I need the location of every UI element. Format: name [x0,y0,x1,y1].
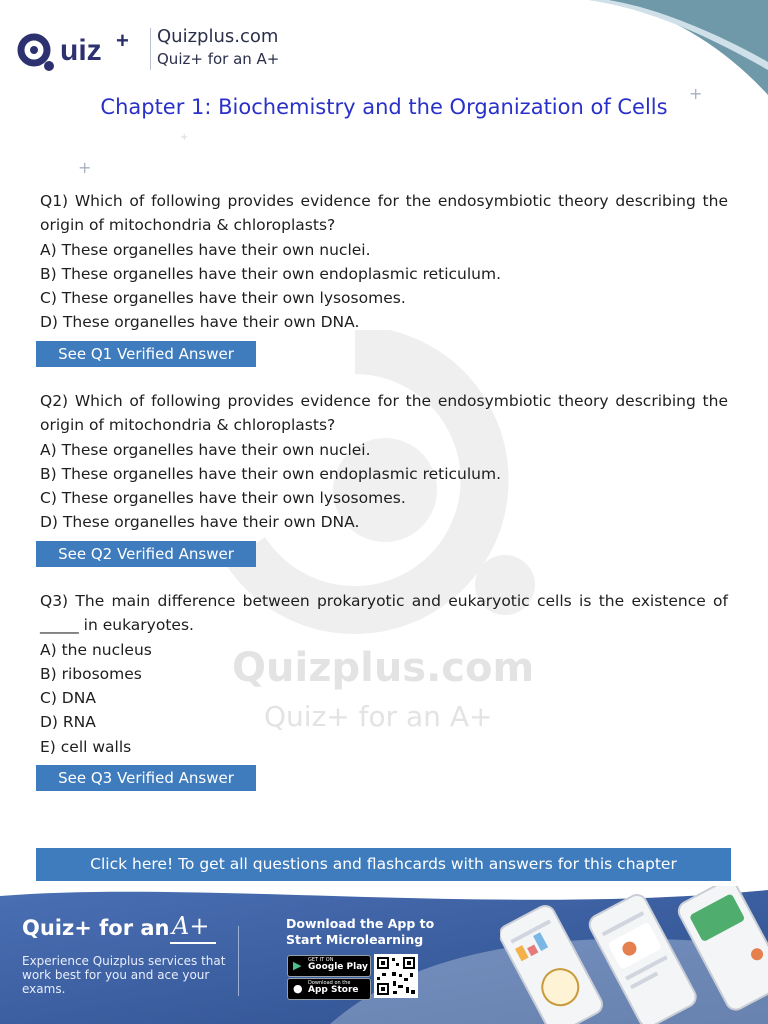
question-2 [40,389,728,567]
sparkle-icon: + [78,158,92,177]
svg-text:+: + [116,28,129,53]
sparkle-icon: + [689,84,703,103]
see-q1-answer-button[interactable]: See Q1 Verified Answer [36,341,256,367]
get-all-questions-button[interactable]: Click here! To get all questions and flashcards with answers for this chapter [36,848,731,881]
app-store-badge[interactable] [287,978,371,1000]
brand-divider [150,28,151,70]
apple-icon: ● [293,982,303,995]
brand-site-name: Quizplus.com [157,26,279,47]
answer-option: D) These organelles have their own DNA. [40,313,360,332]
google-play-small-text: GET IT ON [308,957,334,963]
footer-banner [0,886,768,1024]
answer-option: E) cell walls [40,737,132,756]
app-store-small-text: Download on the [308,980,351,986]
quizplus-logo [16,26,151,76]
footer-description: Experience Quizplus services that work best for you and ace your exams. [22,954,226,996]
answer-option: D) These organelles have their own DNA. [40,513,360,532]
app-store-big-text: App Store [308,985,359,995]
question-3 [40,589,728,791]
google-play-badge[interactable] [287,955,371,977]
see-q2-answer-button[interactable]: See Q2 Verified Answer [36,541,256,567]
qr-code-icon[interactable] [374,954,418,998]
watermark-tagline: Quiz+ for an A+ [264,700,493,733]
question-text: Q2) Which of following provides evidence for the endosymbiotic theory describing the origin of mitochondria & chloroplasts? [40,392,728,435]
chapter-title: Chapter 1: Biochemistry and the Organization of Cells [100,95,668,119]
answer-option: A) the nucleus [40,640,152,659]
question-text: Q3) The main difference between prokaryotic and eukaryotic cells is the existence of _____ in eukaryotes. [40,592,728,635]
answer-option: A) These organelles have their own nuclei. [40,240,371,259]
app-phones-illustration [500,886,768,1024]
answer-option: C) These organelles have their own lysosomes. [40,489,406,508]
answer-option: A) These organelles have their own nuclei. [40,440,371,459]
footer-download-text: Download the App to Start Microlearning [286,916,435,947]
footer-aplus-underline [170,942,216,944]
footer-title: Quiz+ for an [22,916,170,940]
answer-option: B) These organelles have their own endoplasmic reticulum. [40,264,502,283]
watermark-site-name: Quizplus.com [232,645,535,691]
play-triangle-icon: ▶ [293,959,302,972]
see-q3-answer-button[interactable]: See Q3 Verified Answer [36,765,256,791]
answer-option: B) ribosomes [40,664,142,683]
footer-aplus: A+ [172,912,210,940]
answer-option: C) These organelles have their own lysosomes. [40,289,406,308]
sparkle-icon: + [180,132,189,143]
google-play-big-text: Google Play [308,962,368,972]
answer-option: D) RNA [40,713,96,732]
question-1 [40,189,728,367]
question-text: Q1) Which of following provides evidence for the endosymbiotic theory describing the origin of mitochondria & chloroplasts? [40,192,728,235]
answer-option: C) DNA [40,689,96,708]
svg-text:uiz: uiz [60,34,102,67]
brand-tagline: Quiz+ for an A+ [157,50,280,68]
footer-divider [238,926,239,996]
answer-option: B) These organelles have their own endoplasmic reticulum. [40,464,502,483]
